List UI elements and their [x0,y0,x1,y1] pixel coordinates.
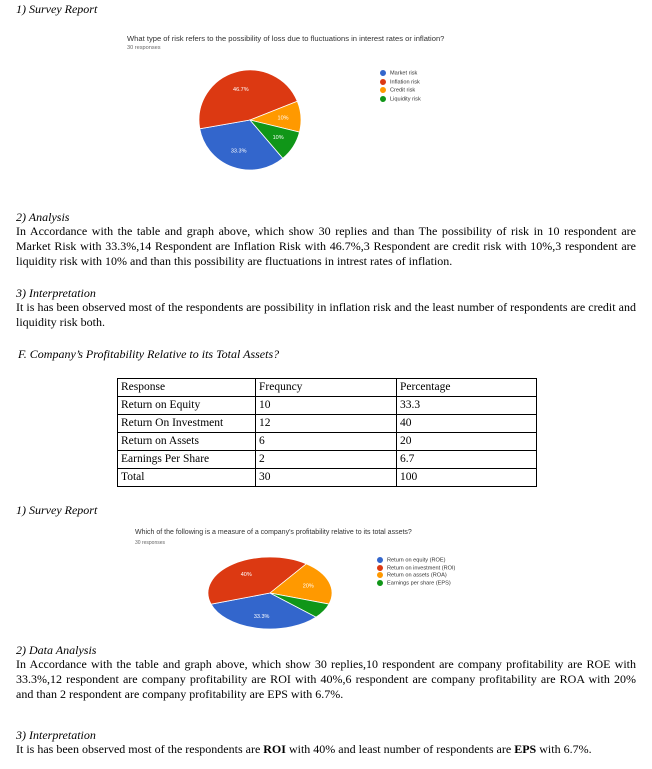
interpretation-text-2 [16,742,636,757]
chart1-data-label-credit-risk: 10% [277,115,289,122]
survey-report-heading-1: 1) Survey Report [16,2,98,16]
table-cell: 100 [397,469,537,487]
table-row [118,397,537,415]
interpretation-text-1: It is has been observed most of the respondents are possibility in inflation risk and the least number of respondents are credit and liquidity risk both. [16,300,636,329]
interpretation-heading-1: 3) Interpretation [16,286,96,300]
chart1-legend-item-inflation-risk [380,79,420,85]
chart2-data-label-return-on-assets-roa: 20% [302,583,314,590]
chart2-legend-label: Return on investment (ROI) [387,564,456,571]
section-f-heading: F. Company’s Profitability Relative to its Total Assets? [18,347,280,361]
chart1-legend-label: Credit risk [390,87,416,94]
legend-dot-icon [377,572,383,578]
analysis-text-1: In Accordance with the table and graph above, which show 30 replies and than The possibility of risk in 10 respondent are Market Risk with 33.3%,14 Respondent are Inflation Risk with 46.7%,3 Respondent are credit risk with 10%,3 respondent are liquidity risk with 10% and than this possibility are fluctuations in intrest rates of inflation. [16,224,636,268]
legend-dot-icon [377,557,383,563]
interpretation-bold-eps: EPS [514,742,537,756]
table-cell: 6 [256,433,397,451]
chart1-pie [195,68,315,178]
legend-dot-icon [377,580,383,586]
chart2-title: Which of the following is a measure of a company's profitability relative to its total assets? [135,529,412,536]
table-cell: 20 [397,433,537,451]
table-header-row [118,379,537,397]
chart1-data-label-liquidity-risk: 10% [272,135,284,142]
chart1-data-label-market-risk: 33.3% [230,148,247,155]
chart2-legend-label: Return on equity (ROE) [387,557,446,564]
chart1-legend-item-liquidity-risk [380,96,421,102]
legend-dot-icon [380,96,386,102]
profitability-table [117,378,537,487]
interpretation-text-2-part: with 40% and least number of respondents are [285,742,515,756]
chart2-responses: 30 responses [135,540,166,546]
legend-dot-icon [377,565,383,571]
interpretation-text-2-part: with 6.7%. [536,742,592,756]
chart2-legend-label: Return on assets (ROA) [387,572,447,579]
chart2-pie [200,553,340,635]
table-cell: 30 [256,469,397,487]
chart1-data-label-inflation-risk: 46.7% [233,86,249,93]
chart2-legend [377,557,537,597]
interpretation-text-2-part: It is has been observed most of the respondents are [16,742,264,756]
chart1-legend [380,70,500,115]
table-header-cell: Frequncy [256,379,397,397]
chart2-legend-item-earnings-per-share-eps [377,580,451,586]
table-header-cell: Response [118,379,256,397]
chart1-legend-item-credit-risk [380,87,415,93]
table-row [118,415,537,433]
chart1-responses: 30 responses [127,45,161,51]
table-cell: Return On Investment [118,415,256,433]
chart2-data-label-return-on-investment-roi: 40% [240,572,252,579]
table-row [118,451,537,469]
chart2-legend-item-return-on-equity-roe [377,557,445,563]
table-header-cell: Percentage [397,379,537,397]
chart2-legend-label: Earnings per share (EPS) [387,579,451,586]
chart1-legend-item-market-risk [380,70,417,76]
chart2-data-label-return-on-equity-roe: 33.3% [253,613,270,620]
chart1-legend-label: Liquidity risk [390,95,421,102]
table-row [118,433,537,451]
chart1-legend-label: Market risk [390,70,418,77]
table-cell: Return on Assets [118,433,256,451]
legend-dot-icon [380,70,386,76]
chart2-legend-item-return-on-assets-roa [377,572,447,578]
data-analysis-heading: 2) Data Analysis [16,643,97,657]
chart1-legend-label: Inflation risk [390,78,420,85]
legend-dot-icon [380,79,386,85]
survey-report-heading-2: 1) Survey Report [16,503,98,517]
interpretation-bold-roi: ROI [263,742,286,756]
table-row [118,469,537,487]
table-cell: 6.7 [397,451,537,469]
table-cell: Earnings Per Share [118,451,256,469]
table-cell: 12 [256,415,397,433]
table-cell: 2 [256,451,397,469]
table-cell: 40 [397,415,537,433]
legend-dot-icon [380,87,386,93]
analysis-heading-1: 2) Analysis [16,210,70,224]
table-cell: Return on Equity [118,397,256,415]
chart2-legend-item-return-on-investment-roi [377,565,455,571]
data-analysis-text: In Accordance with the table and graph above, which show 30 replies,10 respondent are company profitability are ROE with 33.3%,12 respondent are company profitability are ROI with 40%,6 respondent are company profitability are ROA with 20% and than 2 respondent are company profitability are EPS with 6.7%. [16,657,636,701]
interpretation-heading-2: 3) Interpretation [16,728,96,742]
table-cell: 10 [256,397,397,415]
table-cell: 33.3 [397,397,537,415]
table-cell: Total [118,469,256,487]
chart1-title: What type of risk refers to the possibility of loss due to fluctuations in interest rates or inflation? [127,34,445,43]
